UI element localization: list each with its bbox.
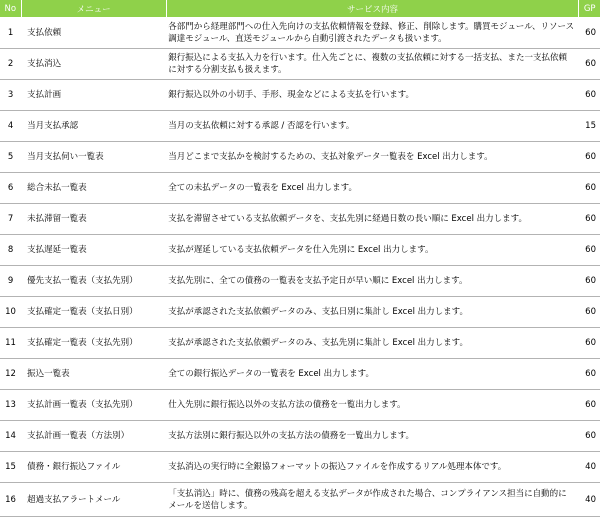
row-gp: 60 <box>579 173 600 204</box>
row-description: 仕入先別に銀行振込以外の支払方法の債務を一覧出力します。 <box>166 390 579 421</box>
table-row <box>0 421 600 452</box>
row-menu: 支払計画一覧表（方法別） <box>21 421 166 452</box>
row-gp: 60 <box>579 18 600 49</box>
row-menu: 振込一覧表 <box>21 359 166 390</box>
row-no: 7 <box>0 204 21 235</box>
row-description: 支払方法別に銀行振込以外の支払方法の債務を一覧出力します。 <box>166 421 579 452</box>
row-gp: 60 <box>579 421 600 452</box>
table-row <box>0 173 600 204</box>
row-gp: 60 <box>579 359 600 390</box>
row-description: 支払を滞留させている支払依頼データを、支払先別に経過日数の長い順に Excel 出力します。 <box>166 204 579 235</box>
row-gp: 15 <box>579 111 600 142</box>
row-gp: 60 <box>579 142 600 173</box>
row-description: 支払が承認された支払依頼データのみ、支払日別に集計し Excel 出力します。 <box>166 297 579 328</box>
header-gp: GP <box>579 0 600 18</box>
row-no: 16 <box>0 483 21 517</box>
row-no: 8 <box>0 235 21 266</box>
row-gp: 60 <box>579 266 600 297</box>
row-description: 銀行振込による支払入力を行います。仕入先ごとに、複数の支払依頼に対する一括支払、また一支払依頼に対する分割支払も扱えます。 <box>166 49 579 80</box>
header-no: No <box>0 0 21 18</box>
row-gp: 60 <box>579 80 600 111</box>
table-row <box>0 204 600 235</box>
row-no: 15 <box>0 452 21 483</box>
row-no: 6 <box>0 173 21 204</box>
row-gp: 40 <box>579 483 600 517</box>
row-menu: 支払計画一覧表（支払先別） <box>21 390 166 421</box>
table-row <box>0 49 600 80</box>
row-description: 支払が承認された支払依頼データのみ、支払先別に集計し Excel 出力します。 <box>166 328 579 359</box>
row-gp: 60 <box>579 49 600 80</box>
row-description: 支払が遅延している支払依頼データを仕入先別に Excel 出力します。 <box>166 235 579 266</box>
row-no: 3 <box>0 80 21 111</box>
table-row <box>0 328 600 359</box>
row-menu: 支払依頼 <box>21 18 166 49</box>
table-row <box>0 80 600 111</box>
row-menu: 総合未払一覧表 <box>21 173 166 204</box>
row-gp: 60 <box>579 328 600 359</box>
row-menu: 支払確定一覧表（支払先別） <box>21 328 166 359</box>
table-row <box>0 452 600 483</box>
row-description: 各部門から経理部門への仕入先向けの支払依頼情報を登録、修正、削除します。購買モジュール、リソース調達モジュール、直送モジュールから自動引渡されたデータも扱います。 <box>166 18 579 49</box>
row-no: 2 <box>0 49 21 80</box>
row-description: 当月どこまで支払かを検討するための、支払対象データ一覧表を Excel 出力します。 <box>166 142 579 173</box>
row-no: 12 <box>0 359 21 390</box>
row-description: 全ての未払データの一覧表を Excel 出力します。 <box>166 173 579 204</box>
row-no: 14 <box>0 421 21 452</box>
table-header-row <box>0 0 600 18</box>
row-no: 13 <box>0 390 21 421</box>
row-menu: 超過支払アラートメール <box>21 483 166 517</box>
table-row <box>0 142 600 173</box>
row-menu: 支払確定一覧表（支払日別） <box>21 297 166 328</box>
row-no: 5 <box>0 142 21 173</box>
table-row <box>0 359 600 390</box>
row-gp: 40 <box>579 452 600 483</box>
row-menu: 当月支払承認 <box>21 111 166 142</box>
table-row <box>0 483 600 517</box>
row-no: 11 <box>0 328 21 359</box>
table-row <box>0 18 600 49</box>
row-menu: 優先支払一覧表（支払先別） <box>21 266 166 297</box>
row-no: 10 <box>0 297 21 328</box>
table-row <box>0 266 600 297</box>
table-row <box>0 297 600 328</box>
row-description: 当月の支払依頼に対する承認 / 否認を行います。 <box>166 111 579 142</box>
row-menu: 支払消込 <box>21 49 166 80</box>
row-description: 全ての銀行振込データの一覧表を Excel 出力します。 <box>166 359 579 390</box>
row-menu: 支払遅延一覧表 <box>21 235 166 266</box>
row-menu: 債務・銀行振込ファイル <box>21 452 166 483</box>
table-row <box>0 111 600 142</box>
row-description: 支払消込の実行時に全銀協フォーマットの振込ファイルを作成するリアル処理本体です。 <box>166 452 579 483</box>
row-menu: 未払滞留一覧表 <box>21 204 166 235</box>
row-gp: 60 <box>579 204 600 235</box>
row-description: 支払先別に、全ての債務の一覧表を支払予定日が早い順に Excel 出力します。 <box>166 266 579 297</box>
row-no: 4 <box>0 111 21 142</box>
row-gp: 60 <box>579 390 600 421</box>
row-description: 銀行振込以外の小切手、手形、現金などによる支払を行います。 <box>166 80 579 111</box>
row-no: 9 <box>0 266 21 297</box>
row-gp: 60 <box>579 297 600 328</box>
table-row <box>0 390 600 421</box>
row-gp: 60 <box>579 235 600 266</box>
row-no: 1 <box>0 18 21 49</box>
header-service: サービス内容 <box>166 0 579 18</box>
row-menu: 当月支払伺い一覧表 <box>21 142 166 173</box>
table-row <box>0 235 600 266</box>
row-menu: 支払計画 <box>21 80 166 111</box>
header-menu: メニュー <box>21 0 166 18</box>
row-description: 「支払消込」時に、債務の残高を超える支払データが作成された場合、コンプライアンス担当に自動的にメールを送信します。 <box>166 483 579 517</box>
